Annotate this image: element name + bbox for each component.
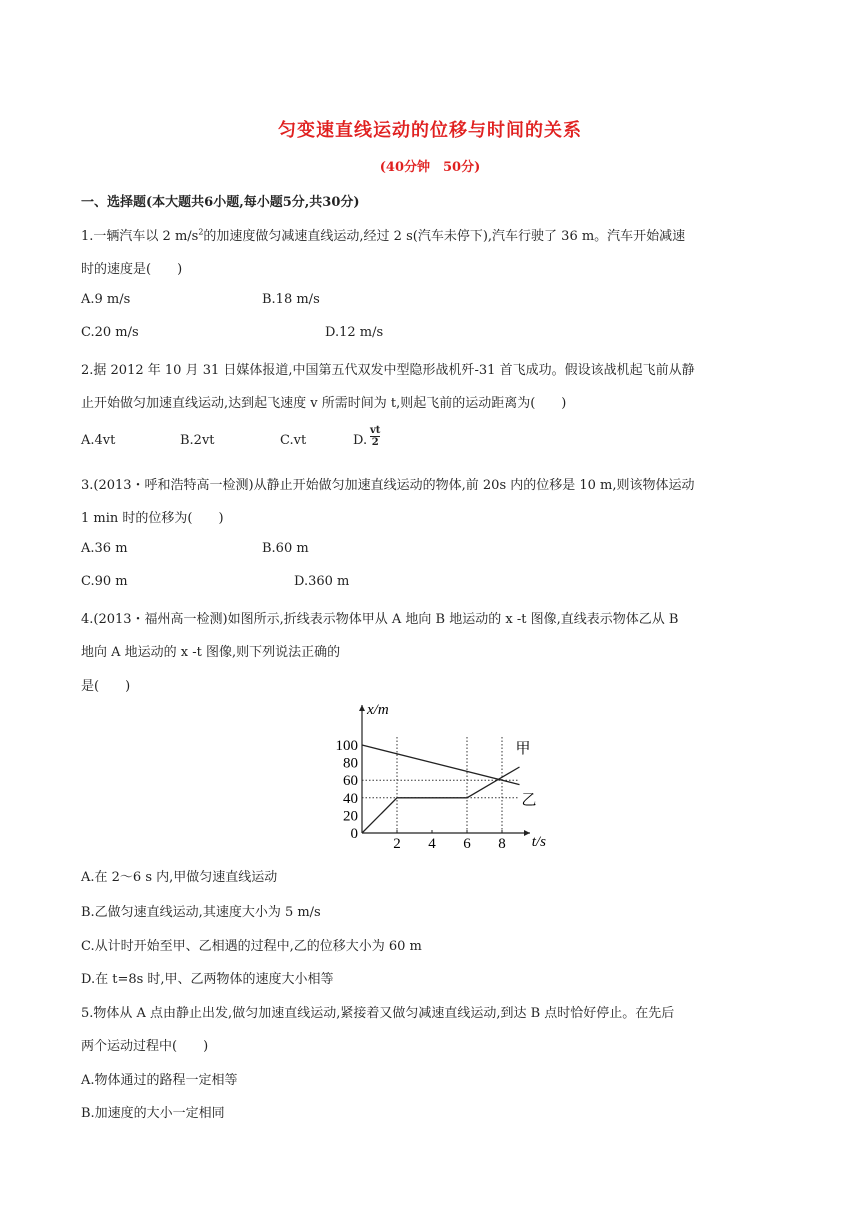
q4-option-c: C.从计时开始至甲、乙相遇的过程中,乙的位移大小为 60 m	[81, 939, 422, 954]
q5-stem-line1: 5.物体从 A 点由静止出发,做匀加速直线运动,紧接着又做匀减速直线运动,到达 B 点时恰好停止。在先后	[81, 1006, 675, 1021]
q1-superscript: 2	[198, 227, 204, 237]
x-tick-label: 8	[498, 836, 506, 852]
q3-stem-line2: 1 min 时的位移为( )	[81, 511, 224, 526]
y-tick-label: 40	[343, 790, 358, 807]
series-label-2: 乙	[521, 792, 537, 809]
x-tick-label: 4	[428, 836, 436, 852]
q1-stem-line2: 时的速度是( )	[81, 262, 183, 277]
q2-stem-line2: 止开始做匀加速直线运动,达到起飞速度 v 所需时间为 t,则起飞前的运动距离为( )	[81, 396, 567, 411]
page-subtitle: (40分钟 50分)	[379, 160, 481, 175]
q1-stem-line1	[81, 225, 685, 244]
q3-option-c: C.90 m	[81, 574, 128, 589]
q2-option-c: C.vt	[280, 433, 307, 448]
q2-stem-line1: 2.据 2012 年 10 月 31 日媒体报道,中国第五代双发中型隐形战机歼-31 首飞成功。假设该战机起飞前从静	[81, 363, 695, 378]
q4-option-a: A.在 2～6 s 内,甲做匀速直线运动	[81, 870, 278, 885]
q4-stem-line3: 是( )	[81, 679, 131, 694]
q2-option-a: A.4vt	[81, 433, 116, 448]
x-tick-label: 6	[463, 836, 471, 852]
y-tick-label: 20	[343, 808, 358, 825]
q2-option-d: D.	[353, 433, 368, 448]
y-tick-label: 60	[343, 773, 358, 790]
q2-option-b: B.2vt	[180, 433, 215, 448]
q1-option-a: A.9 m/s	[81, 292, 131, 307]
q5-stem-line2: 两个运动过程中( )	[81, 1039, 209, 1054]
series-label-1: 甲	[515, 741, 531, 757]
q2-option-d-fraction	[370, 425, 380, 448]
q3-stem-line1: 3.(2013・呼和浩特高一检测)从静止开始做匀加速直线运动的物体,前 20s 内的位移是 10 m,则该物体运动	[81, 478, 695, 493]
q3-option-d: D.360 m	[294, 574, 350, 589]
q1-stem-line1a: 1.一辆汽车以 2 m/s	[81, 229, 199, 244]
y-axis-label: x/m	[367, 702, 389, 718]
x-tick-label: 2	[393, 836, 401, 852]
series-line-1	[362, 767, 520, 833]
q4-option-d: D.在 t=8s 时,甲、乙两物体的速度大小相等	[81, 972, 334, 987]
q1-option-d: D.12 m/s	[325, 325, 384, 340]
q4-stem-line2: 地向 A 地运动的 x -t 图像,则下列说法正确的	[81, 645, 341, 660]
section-heading: 一、选择题(本大题共6小题,每小题5分,共30分)	[81, 195, 360, 210]
y-tick-label: 100	[335, 738, 358, 754]
y-tick-label: 80	[343, 755, 358, 772]
fraction-denominator: 2	[371, 437, 379, 448]
y-tick-label: 0	[350, 826, 358, 842]
q4-option-b: B.乙做匀速直线运动,其速度大小为 5 m/s	[81, 905, 321, 920]
q5-option-a: A.物体通过的路程一定相等	[81, 1073, 238, 1088]
series-line-2	[362, 745, 520, 785]
q1-option-c: C.20 m/s	[81, 325, 139, 340]
q4-stem-line1: 4.(2013・福州高一检测)如图所示,折线表示物体甲从 A 地向 B 地运动的 x -t 图像,直线表示物体乙从 B	[81, 612, 679, 627]
y-axis-arrow	[359, 705, 365, 711]
q1-stem-line1b: 的加速度做匀减速直线运动,经过 2 s(汽车未停下),汽车行驶了 36 m。汽车开始减速	[203, 229, 686, 244]
x-axis-label: t/s	[531, 834, 546, 850]
q5-option-b: B.加速度的大小一定相同	[81, 1106, 225, 1121]
q1-option-b: B.18 m/s	[262, 292, 320, 307]
q3-option-b: B.60 m	[262, 541, 309, 556]
fraction-numerator: vt	[370, 425, 381, 436]
page-title: 匀变速直线运动的位移与时间的关系	[278, 120, 582, 141]
x-axis-arrow	[524, 830, 530, 836]
q3-option-a: A.36 m	[81, 541, 128, 556]
xt-graph	[335, 700, 546, 852]
